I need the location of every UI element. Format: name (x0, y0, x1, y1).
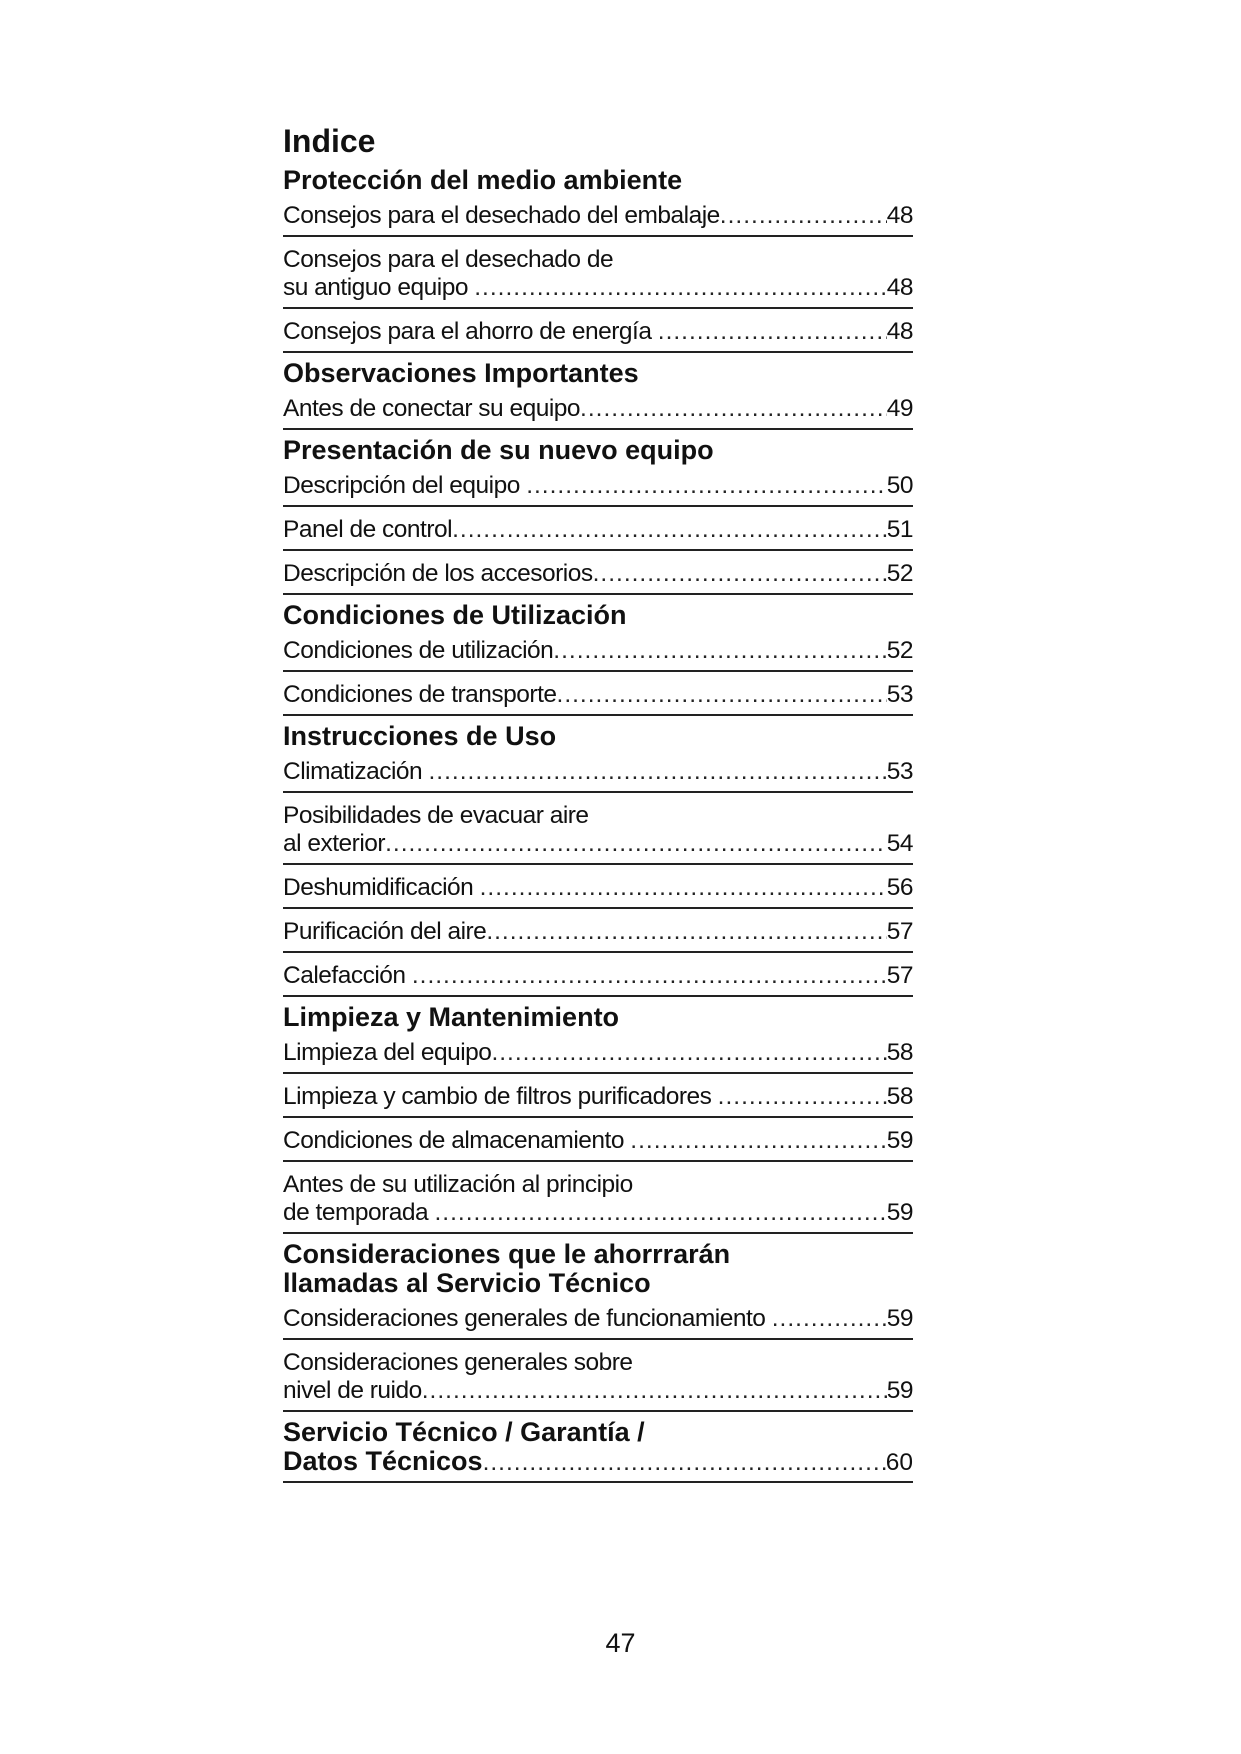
toc-entry-text: al exterior (283, 830, 386, 857)
toc-entry[interactable] (283, 315, 913, 353)
toc-entry-page: 59 (886, 1377, 913, 1404)
toc-entry[interactable] (283, 871, 913, 909)
toc-sections (283, 166, 913, 1412)
section-heading: Protección del medio ambiente (283, 165, 683, 195)
toc-entry-text: Descripción de los accesorios (283, 560, 593, 587)
toc-entry-page: 51 (886, 516, 913, 543)
toc-entry-row (283, 516, 913, 544)
toc-entry-page: 58 (886, 1083, 913, 1110)
toc-entry[interactable] (283, 1036, 913, 1074)
toc-entry-row (283, 274, 913, 302)
toc-entry-row (283, 1377, 913, 1405)
toc-entry-row (283, 1199, 913, 1227)
toc-entry-text: Consejos para el ahorro de energía (283, 318, 658, 345)
toc-entry-text: Purificación del aire (283, 918, 487, 945)
toc-entry[interactable] (283, 557, 913, 595)
dot-leader (412, 962, 887, 990)
toc-entry-page: 54 (886, 830, 913, 857)
toc-entry[interactable] (283, 678, 913, 716)
toc-entry-line1: Posibilidades de evacuar aire (283, 802, 589, 829)
toc-entry-text: nivel de ruido (283, 1377, 422, 1404)
toc-entry-text: Calefacción (283, 962, 412, 989)
dot-leader (422, 1377, 887, 1405)
toc-entry[interactable] (283, 1168, 913, 1234)
dot-leader (526, 472, 887, 500)
toc-entry[interactable] (283, 1346, 913, 1412)
toc-entry[interactable] (283, 1124, 913, 1162)
dot-leader (593, 560, 887, 588)
toc-entry-line1: Servicio Técnico / Garantía / (283, 1417, 645, 1447)
toc-entry-page: 52 (886, 560, 913, 587)
toc-entry-row (283, 874, 913, 902)
page-number: 47 (605, 1628, 636, 1658)
section-heading: Condiciones de Utilización (283, 600, 627, 630)
toc-entry-text: Climatización (283, 758, 429, 785)
toc-entry-page: 53 (886, 758, 913, 785)
toc-entry-page: 60 (885, 1449, 913, 1476)
toc-entry-row (283, 962, 913, 990)
dot-leader (630, 1127, 886, 1155)
toc-entry-page: 59 (886, 1199, 913, 1226)
toc-entry-text: Deshumidificación (283, 874, 480, 901)
toc-entry-text: Condiciones de utilización (283, 637, 554, 664)
toc-entry[interactable] (283, 513, 913, 551)
dot-leader (452, 516, 887, 544)
toc-entry-text: Antes de conectar su equipo (283, 395, 581, 422)
toc-entry-page: 57 (886, 918, 913, 945)
toc-entry-row (283, 1447, 913, 1477)
toc-entry-row (283, 395, 913, 423)
dot-leader (429, 758, 887, 786)
dot-leader (658, 318, 887, 346)
toc-entry-page: 50 (886, 472, 913, 499)
dot-leader (486, 918, 886, 946)
toc-entry-text: Condiciones de almacenamiento (283, 1127, 631, 1154)
toc-entry-page: 49 (886, 395, 913, 422)
dot-leader (491, 1039, 886, 1067)
dot-leader (385, 830, 887, 858)
toc-entry-text: Descripción del equipo (283, 472, 527, 499)
dot-leader (435, 1199, 887, 1227)
toc-entry-row (283, 1083, 913, 1111)
toc-entry-page: 48 (886, 202, 913, 229)
toc-entry-row (283, 560, 913, 588)
table-of-contents (283, 122, 913, 1483)
toc-entry-row (283, 1305, 913, 1333)
dot-leader (718, 1083, 887, 1111)
section-heading: Limpieza y Mantenimiento (283, 1002, 620, 1032)
toc-entry[interactable] (283, 959, 913, 997)
section-heading: Presentación de su nuevo equipo (283, 435, 714, 465)
toc-entry-row (283, 1039, 913, 1067)
toc-entry-text: Consideraciones generales de funcionamiento (283, 1305, 772, 1332)
toc-entry-line1: Antes de su utilización al principio (283, 1171, 633, 1198)
toc-entry-page: 59 (886, 1127, 913, 1154)
toc-entry-text: de temporada (283, 1199, 435, 1226)
toc-entry-text: Limpieza del equipo (283, 1039, 492, 1066)
toc-entry-page: 59 (886, 1305, 913, 1332)
toc-entry[interactable] (283, 392, 913, 430)
toc-entry-row (283, 202, 913, 230)
dot-leader (580, 395, 887, 423)
dot-leader (772, 1305, 887, 1333)
toc-entry-line1: Consideraciones generales sobre (283, 1349, 633, 1376)
toc-entry-row (283, 472, 913, 500)
toc-entry-text: Datos Técnicos (283, 1446, 483, 1476)
toc-entry-row (283, 758, 913, 786)
toc-entry-text: Condiciones de transporte (283, 681, 557, 708)
dot-leader (480, 874, 887, 902)
toc-entry[interactable] (283, 199, 913, 237)
toc-entry-line1: Consejos para el desechado de (283, 246, 614, 273)
dot-leader (557, 681, 887, 709)
toc-entry-page: 48 (886, 274, 913, 301)
page-title: Indice (283, 123, 376, 159)
toc-entry-page: 58 (886, 1039, 913, 1066)
toc-entry-servicio-tecnico[interactable] (283, 1418, 913, 1483)
toc-entry-row (283, 918, 913, 946)
toc-entry-page: 52 (886, 637, 913, 664)
toc-entry-page: 56 (886, 874, 913, 901)
toc-entry[interactable] (283, 915, 913, 953)
toc-entry[interactable] (283, 1080, 913, 1118)
toc-entry-page: 57 (886, 962, 913, 989)
dot-leader (720, 202, 887, 230)
toc-entry[interactable] (283, 1302, 913, 1340)
toc-entry[interactable] (283, 469, 913, 507)
toc-entry-row (283, 681, 913, 709)
toc-entry-row (283, 318, 913, 346)
toc-entry-page: 53 (886, 681, 913, 708)
dot-leader (483, 1449, 886, 1477)
toc-entry-page: 48 (886, 318, 913, 345)
toc-entry[interactable] (283, 243, 913, 309)
section-heading: Consideraciones que le ahorrrarán llamadas al Servicio Técnico (283, 1239, 731, 1298)
toc-entry-row (283, 1127, 913, 1155)
toc-entry-row (283, 830, 913, 858)
section-heading: Observaciones Importantes (283, 358, 639, 388)
toc-entry[interactable] (283, 634, 913, 672)
toc-entry-text: Limpieza y cambio de filtros purificadores (283, 1083, 718, 1110)
toc-entry[interactable] (283, 755, 913, 793)
toc-entry-text: Panel de control (283, 516, 453, 543)
section-heading: Instrucciones de Uso (283, 721, 557, 751)
toc-entry-text: Consejos para el desechado del embalaje (283, 202, 720, 229)
toc-entry[interactable] (283, 799, 913, 865)
toc-entry-row (283, 637, 913, 665)
dot-leader (474, 274, 886, 302)
dot-leader (553, 637, 886, 665)
toc-entry-text: su antiguo equipo (283, 274, 475, 301)
